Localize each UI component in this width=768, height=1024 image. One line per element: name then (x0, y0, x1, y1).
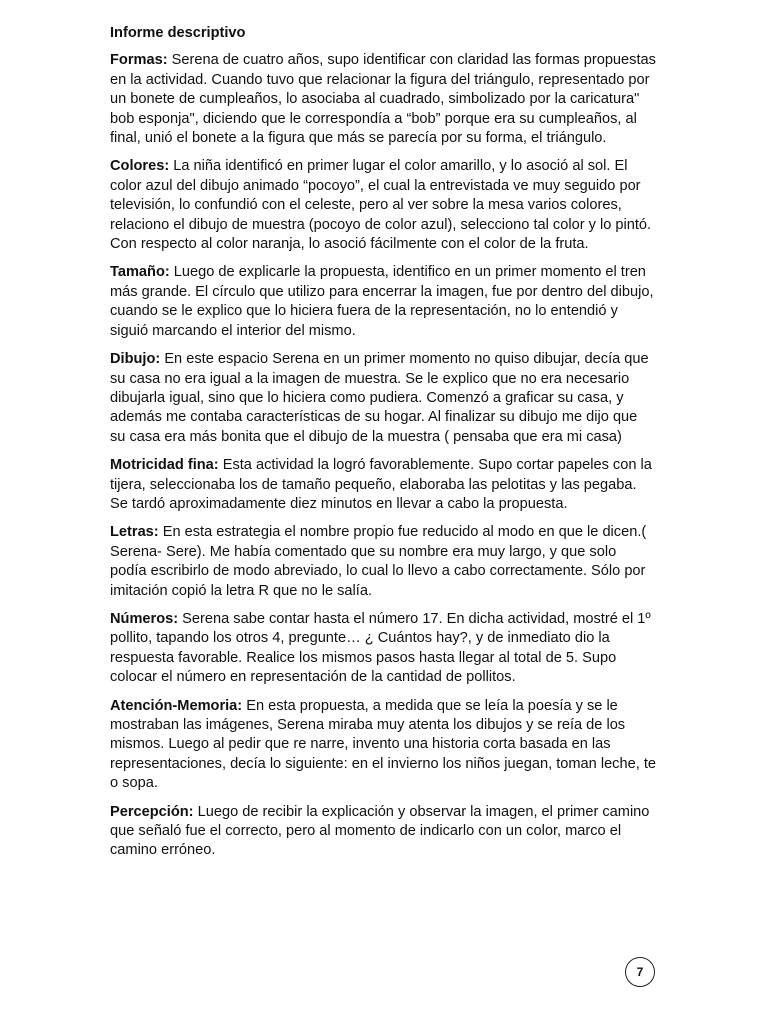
section-heading: Tamaño: (110, 264, 170, 281)
section-text: Serena sabe contar hasta el número 17. En dicha actividad, mostré el 1º pollito, tapando los otros 4, pregunte… ¿ Cuántos hay?, y de inmediato dio la respuesta favorable. Realice los mismos pasos hasta llegar al total de 5. Supo colocar el número en representación de la cantidad de pollitos. (110, 610, 651, 686)
section-heading: Colores: (110, 158, 170, 175)
section-heading: Formas: (110, 52, 168, 69)
section-text: Serena de cuatro años, supo identificar con claridad las formas propuestas en la actividad. Cuando tuvo que relacionar la figura del triángulo, representado por un bonete de cumpleaños, lo asociaba al cuadrado, simbolizado por la caricatura" bob esponja", diciendo que le correspondía a “bob” porque era su cumpleaños, al final, unió el bonete a la figura que más se parecía por su forma, el triángulo. (110, 52, 656, 147)
section-formas (110, 51, 656, 148)
page-number-badge: 7 (625, 957, 655, 987)
section-text: En este espacio Serena en un primer momento no quiso dibujar, decía que su casa no era igual a la imagen de muestra. Se le explico que no era necesario dibujarla igual, sino que lo hiciera como pudiera. Comenzó a graficar su casa, y además me contaba características de su hogar. Al finalizar su dibujo me dijo que su casa era más bonita que el dibujo de la muestra ( pensaba que era mi casa) (110, 351, 649, 445)
section-motricidad-fina (110, 456, 656, 514)
section-colores (110, 157, 656, 254)
section-text: En esta estrategia el nombre propio fue reducido al modo en que le dicen.( Serena- Sere). Me había comentado que su nombre era muy largo, y que solo podía escribirlo de modo abreviado, lo cual lo llevo a cabo correctamente. Sólo por imitación copió la letra R que no le salía. (110, 524, 647, 599)
section-heading: Dibujo: (110, 351, 161, 368)
document-title: Informe descriptivo (110, 25, 246, 41)
section-percepcion (110, 803, 656, 861)
section-text: Luego de recibir la explicación y observar la imagen, el primer camino que señaló fue el correcto, pero al momento de indicarlo con un color, marco el camino erróneo. (110, 803, 650, 859)
section-text: Luego de explicarle la propuesta, identifico en un primer momento el tren más grande. El círculo que utilizo para encerrar la imagen, fue por dentro del dibujo, cuando se le explico que lo hiciera fuera de la representación, no lo entendió y siguió marcando el interior del mismo. (110, 264, 654, 339)
section-dibujo (110, 350, 656, 447)
section-heading: Números: (110, 610, 179, 627)
section-numeros (110, 610, 656, 688)
section-text: Esta actividad la logró favorablemente. Supo cortar papeles con la tijera, seleccionaba los de tamaño pequeño, elaboraba las pelotitas y las pegaba. Se tardó aproximadamente diez minutos en llevar a cabo la propuesta. (110, 457, 652, 512)
section-letras (110, 523, 656, 601)
section-text: En esta propuesta, a medida que se leía la poesía y se le mostraban las imágenes, Serena miraba muy atenta los dibujos y se reía de los mismos. Luego al pedir que re narre, invento una historia corta basada en las representaciones, decía lo siguiente: en el invierno los niños juegan, toman leche, te o sopa. (110, 697, 656, 792)
document-body (110, 24, 656, 870)
section-heading: Letras: (110, 524, 159, 541)
section-atencion-memoria (110, 697, 656, 794)
section-tamano (110, 263, 656, 341)
section-heading: Atención-Memoria: (110, 697, 243, 714)
section-text: La niña identificó en primer lugar el color amarillo, y lo asoció al sol. El color azul del dibujo animado “pocoyo”, el cual la entrevistada ve muy seguido por televisión, lo confundió con el celeste, pero al ver sobre la mesa varios colores, relaciono el dibujo de muestra (pocoyo de color azul), selecciono tal color y lo pintó. Con respecto al color naranja, lo asoció fácilmente con el color de la fruta. (110, 158, 652, 253)
section-heading: Percepción: (110, 803, 194, 820)
section-heading: Motricidad fina: (110, 457, 219, 474)
